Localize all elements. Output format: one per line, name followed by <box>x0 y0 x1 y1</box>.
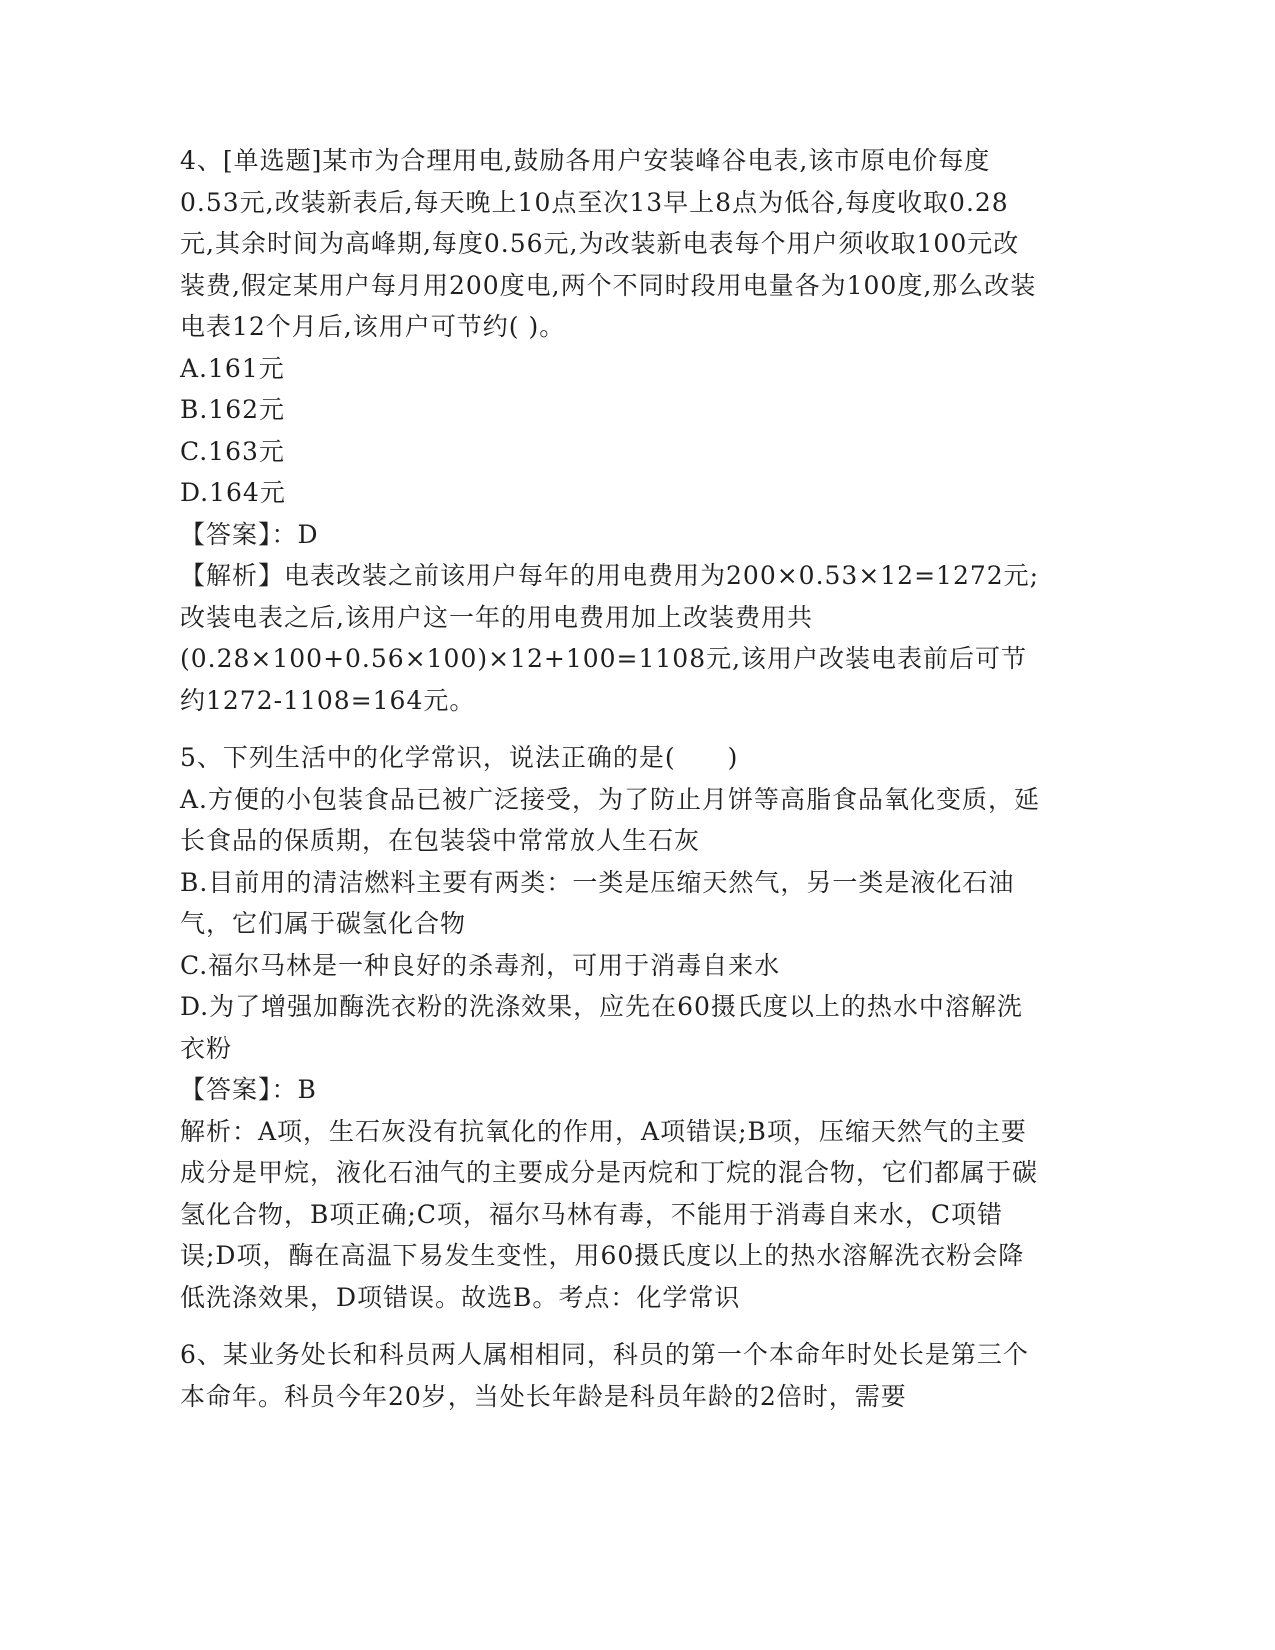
option-b: B.目前用的清洁燃料主要有两类：一类是压缩天然气，另一类是液化石油气，它们属于碳氢化合物 <box>180 867 1015 938</box>
option-b: B.162元 <box>180 395 286 424</box>
question-stem: 5、下列生活中的化学常识，说法正确的是( ) <box>180 743 739 772</box>
option-c: C.福尔马林是一种良好的杀毒剂，可用于消毒自来水 <box>180 950 781 980</box>
question-stem: 4、[单选题]某市为合理用电,鼓励各用户安装峰谷电表,该市原电价每度0.53元,改装新表后,每天晚上10点至次13早上8点为低谷,每度收取0.28元,其余时间为高峰期,每度0.56元,为改装新电表每个用户须收取100元改装费,假定某用户每月用200度电,两个不同时段用电量各为100度,那么改装电表12个月后,该用户可节约( )。 <box>180 146 1037 341</box>
question-4 <box>180 140 1040 721</box>
question-stem: 6、某业务处长和科员两人属相相同，科员的第一个本命年时处长是第三个本命年。科员今年20岁，当处长年龄是科员年龄的2倍时，需要 <box>180 1340 1029 1411</box>
option-a: A.方便的小包装食品已被广泛接受，为了防止月饼等高脂食品氧化变质，延长食品的保质期，在包装袋中常常放人生石灰 <box>180 784 1041 855</box>
answer-line: 【答案】：B <box>180 1075 317 1104</box>
question-6 <box>180 1334 1040 1417</box>
document-page <box>180 140 1040 1417</box>
option-d: D.164元 <box>180 478 286 507</box>
analysis-paragraph: 【解析】电表改装之前该用户每年的用电费用为200×0.53×12=1272元;改装电表之后,该用户这一年的用电费用加上改装费用共(0.28×100+0.56×100)×12+100=1108元,该用户改装电表前后可节约1272-1108=164元。 <box>180 561 1040 715</box>
option-a: A.161元 <box>180 353 285 383</box>
option-c: C.163元 <box>180 436 285 466</box>
question-5 <box>180 737 1040 1318</box>
analysis-paragraph: 解析：A项，生石灰没有抗氧化的作用，A项错误;B项，压缩天然气的主要成分是甲烷，液化石油气的主要成分是丙烷和丁烷的混合物，它们都属于碳氢化合物，B项正确;C项，福尔马林有毒，不能用于消毒自来水，C项错误;D项，酶在高温下易发生变性，用60摄氏度以上的热水溶解洗衣粉会降低洗涤效果，D项错误。故选B。考点：化学常识 <box>180 1116 1039 1312</box>
answer-line: 【答案】：D <box>180 519 319 549</box>
option-d: D.为了增强加酶洗衣粉的洗涤效果，应先在60摄氏度以上的热水中溶解洗衣粉 <box>180 992 1023 1063</box>
